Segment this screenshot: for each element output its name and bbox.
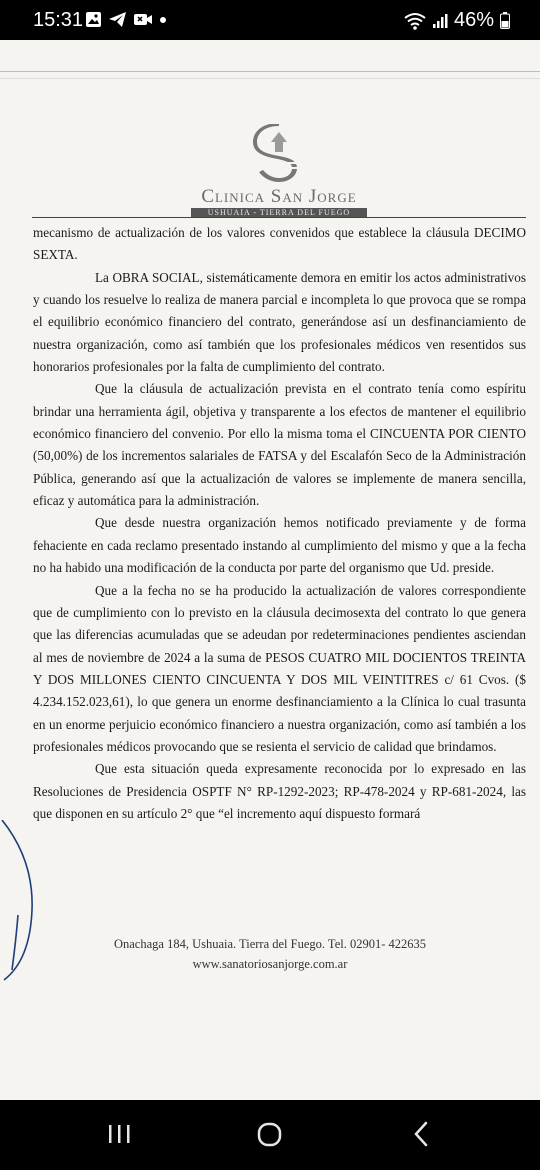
telegram-icon <box>108 11 127 28</box>
letter-body <box>33 222 526 825</box>
paragraph-2: La OBRA SOCIAL, sistemáticamente demora en emitir los actos administrativos y cuando los resuelve lo realiza de manera parcial e incompleta lo que provoca que se rompa el equilibrio económico financiero del contrato, generándose así un desfinanciamiento de nuestra organización, como así también que los profesionales médicos ven resentidos sus honorarios profesionales por la falta de cumplimiento del contrato. <box>33 269 526 375</box>
footer-address: Onachaga 184, Ushuaia. Tierra del Fuego. Tel. 02901- 422635 <box>113 937 427 951</box>
home-icon[interactable] <box>256 1120 284 1148</box>
wifi-icon <box>404 12 426 30</box>
clinic-name: Clinica San Jorge <box>201 186 357 207</box>
clinic-logo <box>186 124 372 220</box>
gallery-icon <box>85 11 102 28</box>
paragraph-6: Que esta situación queda expresamente reconocida por lo expresado en las Resoluciones de Presidencia OSPTF N° RP-1292-2023; RP-478-2024 y RP-681-2024, las que disponen en su artículo 2° que “el incremento aquí dispuesto formará <box>33 761 526 821</box>
recents-icon[interactable] <box>107 1120 131 1148</box>
paragraph-3: Que la cláusula de actualización prevista en el contrato tenía como espíritu brindar una herramienta ágil, objetiva y transparente a los efectos de mantener el equilibrio económico financiero del convenio. Por ello la misma toma el CINCUENTA POR CIENTO (50,00%) de los incrementos salariales de FATSA y del Escalafón Seco de la Administración Pública, generando así que la actualización de valores se implemente de manera sencilla, eficaz y automática para la administración. <box>33 381 526 509</box>
signal-icon <box>432 13 448 29</box>
paragraph-4: Que desde nuestra organización hemos notificado previamente y de forma fehaciente en cada reclamo presentado instando al cumplimiento del mismo y que a la fecha no ha habido una modificación de la conducta por parte del organismo que Ud. preside. <box>33 515 526 576</box>
navigation-bar <box>0 1100 540 1170</box>
paper-edge-2 <box>0 78 540 79</box>
clinic-tagline: USHUAIA - TIERRA DEL FUEGO <box>191 208 367 218</box>
document-viewer[interactable] <box>0 40 540 1100</box>
back-icon[interactable] <box>410 1120 432 1148</box>
letterhead-rule <box>32 217 526 218</box>
footer-website: www.sanatoriosanjorge.com.ar <box>192 957 348 971</box>
notification-icons <box>85 11 167 28</box>
battery-icon <box>500 12 510 29</box>
letter-footer <box>0 934 540 974</box>
clinic-emblem-icon <box>251 124 307 186</box>
battery-percentage: 46% <box>453 9 494 31</box>
paragraph-1: mecanismo de actualización de los valores convenidos que establece la cláusula DECIMO SEXTA. <box>33 225 526 263</box>
video-call-icon <box>133 11 153 28</box>
paragraph-5: Que a la fecha no se ha producido la actualización de valores correspondiente que de cumplimiento con lo previsto en la cláusula decimosexta del contrato lo que genera que las diferencias acumuladas que se adeudan por redeterminaciones pendientes asciendan al mes de noviembre de 2024 a la suma de PESOS CUATRO MIL DOCIENTOS TREINTA Y DOS MILLONES CIENTO CINCUENTA Y DOS MIL VEINTITRES c/ 61 Cvos. ($ 4.234.152.023,61), lo que genera un enorme desfinanciamiento a la Clínica lo cual trasunta en un enorme perjuicio económico financiero a nuestra organización, como así también a los profesionales médicos provocando que se resienta el servicio de calidad que brindamos. <box>33 582 526 754</box>
status-bar <box>0 0 540 40</box>
dot-icon <box>159 11 167 28</box>
paper-edge <box>0 71 540 72</box>
status-right <box>404 9 510 32</box>
status-time: 15:31 <box>33 9 84 31</box>
